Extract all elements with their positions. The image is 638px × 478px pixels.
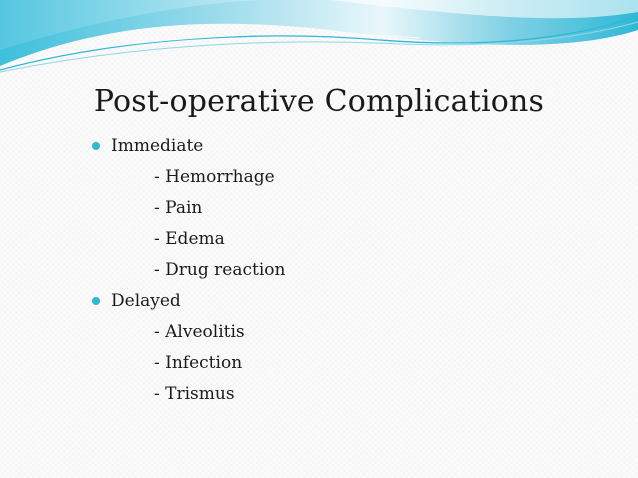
sub-item-text: - Alveolitis [154,322,245,342]
slide-content [92,135,612,414]
slide-title: Post-operative Complications [93,84,545,119]
header-wave-decoration [0,0,638,80]
list-item [92,352,612,383]
list-item [92,383,612,414]
list-item [92,259,612,290]
section-heading: Delayed [111,291,181,311]
sub-item-text: - Trismus [154,384,235,404]
sub-item-text: - Edema [154,229,225,249]
list-item [92,321,612,352]
list-item [92,197,612,228]
list-item-delayed [92,290,612,321]
list-item [92,166,612,197]
bullet-icon [92,142,100,150]
bullet-icon [92,297,100,305]
section-heading: Immediate [111,136,204,156]
sub-item-text: - Pain [154,198,203,218]
list-item [92,228,612,259]
sub-item-text: - Drug reaction [154,260,286,280]
sub-item-text: - Hemorrhage [154,167,275,187]
sub-item-text: - Infection [154,353,243,373]
list-item-immediate [92,135,612,166]
